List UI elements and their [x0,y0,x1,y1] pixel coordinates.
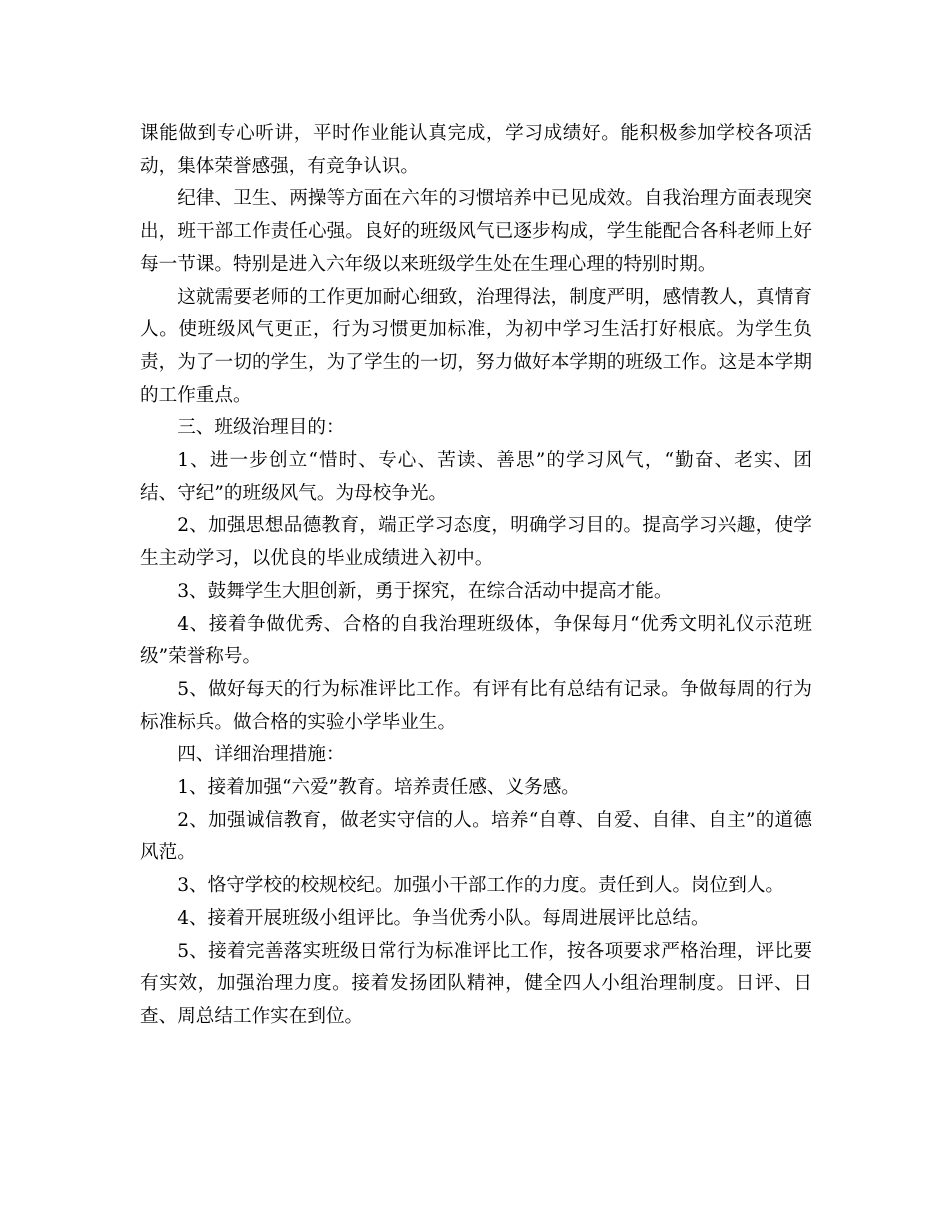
paragraph: 纪律、卫生、两操等方面在六年的习惯培养中已见成效。自我治理方面表现突出，班干部工作责任心强。良好的班级风气已逐步构成，学生能配合各科老师上好每一节课。特别是进入六年级以来班级学生处在生理心理的特别时期。 [140,188,812,275]
list-item: 5、接着完善落实班级日常行为标准评比工作，按各项要求严格治理，评比要有实效，加强治理力度。接着发扬团队精神，健全四人小组治理制度。日评、日查、周总结工作实在到位。 [140,940,812,1027]
list-item: 2、加强诚信教育，做老实守信的人。培养“自尊、自爱、自律、自主”的道德风范。 [140,809,812,864]
list-item: 3、鼓舞学生大胆创新，勇于探究，在综合活动中提高才能。 [177,580,673,602]
section-heading: 四、详细治理措施： [177,744,345,766]
document-body [140,118,812,1034]
list-item: 1、接着加强“六爱”教育。培养责任感、义务感。 [177,777,580,799]
list-item: 3、恪守学校的校规校纪。加强小干部工作的力度。责任到人。岗位到人。 [177,875,785,897]
list-item: 5、做好每天的行为标准评比工作。有评有比有总结有记录。争做每周的行为标准标兵。做合格的实验小学毕业生。 [140,678,812,733]
list-item: 2、加强思想品德教育，端正学习态度，明确学习目的。提高学习兴趣，使学生主动学习，以优良的毕业成绩进入初中。 [140,515,812,570]
list-item: 4、接着争做优秀、合格的自我治理班级体，争保每月“优秀文明礼仪示范班级”荣誉称号。 [140,613,812,668]
list-item: 1、进一步创立“惜时、专心、苦读、善思”的学习风气，“勤奋、老实、团结、守纪”的班级风气。为母校争光。 [140,450,812,504]
paragraph: 这就需要老师的工作更加耐心细致，治理得法，制度严明，感情教人，真情育人。使班级风气更正，行为习惯更加标准，为初中学习生活打好根底。为学生负责，为了一切的学生，为了学生的一切，努力做好本学期的班级工作。这是本学期的工作重点。 [140,286,812,406]
list-item: 4、接着开展班级小组评比。争当优秀小队。每周进展评比总结。 [177,907,710,929]
paragraph-continued: 课能做到专心听讲，平时作业能认真完成，学习成绩好。能积极参加学校各项活动，集体荣誉感强，有竞争认识。 [140,123,812,177]
section-heading: 三、班级治理目的： [177,417,345,439]
